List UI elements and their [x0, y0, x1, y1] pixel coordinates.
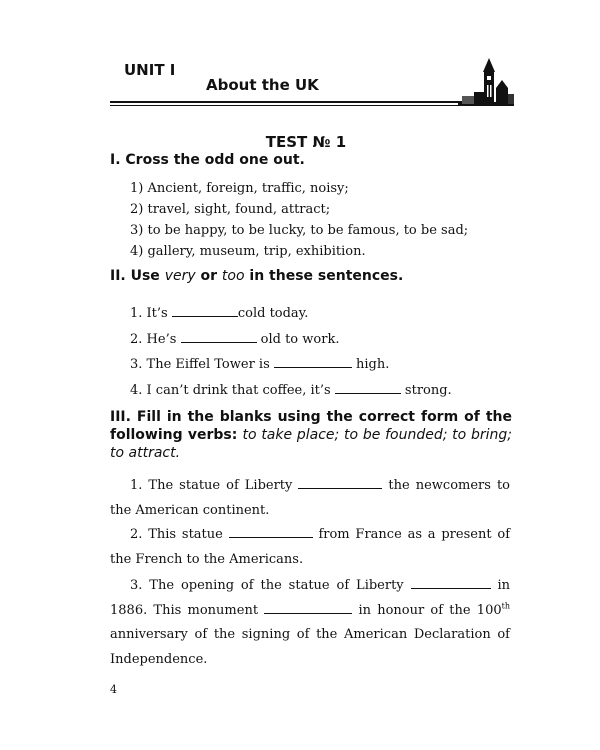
- answer-blank[interactable]: [229, 525, 313, 538]
- section-3-heading: III. Fill in the blanks using the correct form of the following verbs: to take place; to be founded; to bring; to attract.: [110, 409, 513, 461]
- page-number: 4: [110, 683, 117, 696]
- header-rule-thin: [110, 105, 480, 106]
- unit-label: UNIT I: [124, 61, 176, 79]
- answer-blank[interactable]: [298, 476, 382, 489]
- paragraph-2: 2. This statue from France as a present of the French to the Americans.: [110, 527, 510, 567]
- section-2-list: [130, 301, 452, 403]
- list-item: 4) gallery, museum, trip, exhibition.: [130, 244, 366, 259]
- answer-blank[interactable]: [335, 381, 401, 394]
- list-item: 3) to be happy, to be lucky, to be famous, to be sad;: [130, 223, 469, 238]
- unit-title: About the UK: [206, 76, 319, 94]
- section-1-heading: I. Cross the odd one out.: [110, 152, 305, 168]
- list-item: 2) travel, sight, found, attract;: [130, 202, 331, 217]
- answer-blank[interactable]: [172, 304, 238, 317]
- list-item: 1) Ancient, foreign, traffic, noisy;: [130, 181, 349, 196]
- section-1-list: [130, 178, 468, 262]
- list-item: 1. It’s cold today.: [130, 306, 309, 321]
- header-rule: [110, 101, 480, 103]
- answer-blank[interactable]: [264, 601, 352, 614]
- list-item: 2. He’s old to work.: [130, 331, 340, 347]
- answer-blank[interactable]: [181, 330, 257, 343]
- section-2-heading: II. Use very or too in these sentences.: [110, 268, 404, 284]
- list-item: 4. I can’t drink that coffee, it’s strong.: [130, 382, 452, 398]
- answer-blank[interactable]: [274, 355, 352, 368]
- big-ben-tower-icon: [458, 58, 514, 108]
- paragraph-1: 1. The statue of Liberty the newcomers to the American continent.: [110, 478, 510, 518]
- answer-blank[interactable]: [411, 576, 491, 589]
- list-item: 3. The Eiffel Tower is high.: [130, 357, 390, 372]
- test-title: TEST № 1: [265, 133, 347, 151]
- paragraph-3: 3. The opening of the statue of Liberty in 1886. This monument in honour of the 100th anniversary of the signing of the American Declaration of Independence.: [110, 578, 510, 667]
